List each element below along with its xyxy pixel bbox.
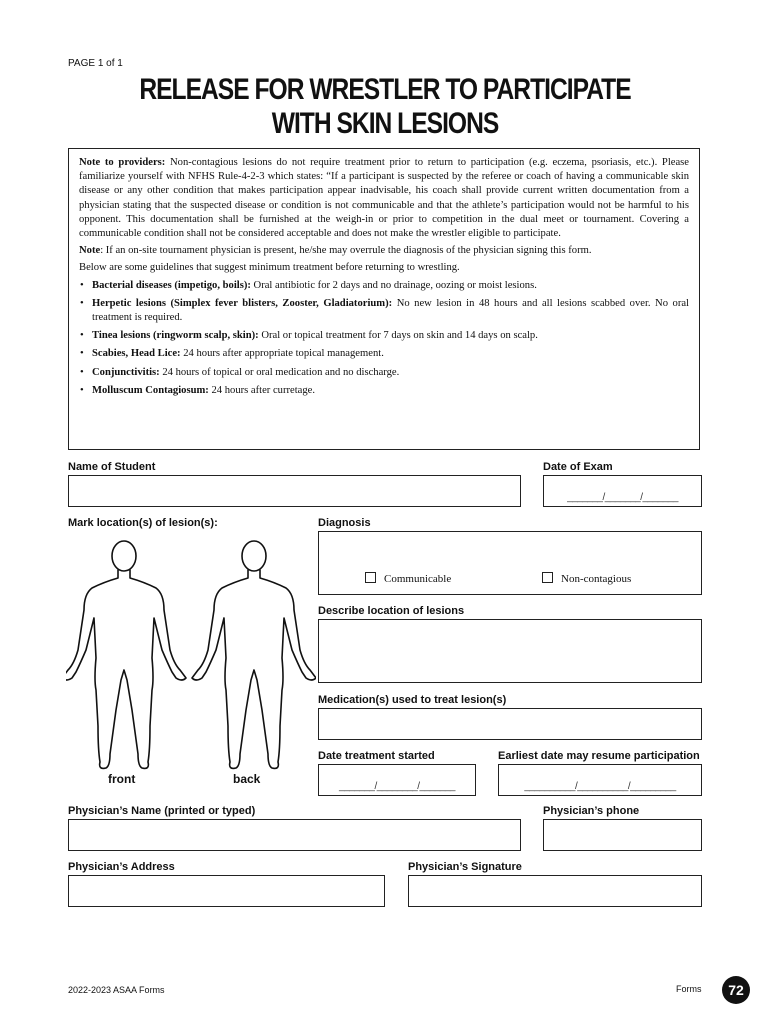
note-label: Note bbox=[79, 245, 101, 257]
note-physician bbox=[79, 244, 689, 258]
non-contagious-checkbox[interactable] bbox=[542, 572, 553, 583]
communicable-checkbox[interactable] bbox=[365, 572, 376, 583]
physician-address-label: Physician’s Address bbox=[68, 861, 175, 873]
date-treatment-placeholder: _______/________/_______ bbox=[339, 781, 455, 792]
earliest-date-field[interactable] bbox=[498, 764, 702, 796]
medications-field[interactable] bbox=[318, 708, 702, 740]
communicable-label: Communicable bbox=[384, 573, 452, 585]
body-back-figure bbox=[192, 541, 316, 768]
non-contagious-label: Non-contagious bbox=[561, 573, 632, 585]
physician-signature-field[interactable] bbox=[408, 875, 702, 907]
physician-phone-field[interactable] bbox=[543, 819, 702, 851]
guideline-item: • Scabies, Head Lice: 24 hours after appropriate topical management. bbox=[79, 347, 689, 361]
communicable-option[interactable] bbox=[365, 572, 451, 585]
mark-location-label: Mark location(s) of lesion(s): bbox=[68, 517, 218, 529]
name-of-student-field[interactable] bbox=[68, 475, 521, 507]
date-of-exam-label: Date of Exam bbox=[543, 461, 613, 473]
earliest-date-placeholder: __________/__________/_________ bbox=[524, 781, 676, 792]
form-title-line-1: RELEASE FOR WRESTLER TO PARTICIPATE bbox=[139, 73, 631, 106]
date-of-exam-field[interactable] bbox=[543, 475, 702, 507]
describe-location-field[interactable] bbox=[318, 619, 702, 683]
earliest-date-label: Earliest date may resume participation bbox=[498, 750, 700, 762]
physician-name-label: Physician’s Name (printed or typed) bbox=[68, 805, 256, 817]
guidelines-list bbox=[79, 279, 689, 398]
medications-label: Medication(s) used to treat lesion(s) bbox=[318, 694, 507, 706]
footer-section-text: Forms bbox=[676, 984, 702, 994]
front-label: front bbox=[108, 772, 136, 786]
guideline-item: • Tinea lesions (ringworm scalp, skin): Oral or topical treatment for 7 days on skin and 14 days on scalp. bbox=[79, 329, 689, 343]
describe-location-label: Describe location of lesions bbox=[318, 605, 465, 617]
physician-address-field[interactable] bbox=[68, 875, 385, 907]
date-treatment-started-label: Date treatment started bbox=[318, 750, 435, 762]
body-diagram[interactable] bbox=[66, 540, 316, 772]
physician-phone-label: Physician’s phone bbox=[543, 805, 640, 817]
back-label: back bbox=[233, 772, 261, 786]
diagnosis-label: Diagnosis bbox=[318, 517, 371, 529]
guidelines-intro: Below are some guidelines that suggest minimum treatment before returning to wrestling. bbox=[79, 262, 460, 274]
page-number-badge: 72 bbox=[722, 976, 750, 1004]
note-text: : If an on-site tournament physician is present, he/she may overrule the diagnosis of the physician signing this form. bbox=[100, 245, 592, 257]
note-to-providers bbox=[79, 156, 689, 241]
name-of-student-label: Name of Student bbox=[68, 461, 156, 473]
providers-text: Non-contagious lesions do not require treatment prior to return to participation (e.g. eczema, psoriasis, etc.). Please familiarize yourself with NFHS Rule-4-2-3 which states: “If a participant is suspected by the referee or coach of having a communicable skin disease or any other condition that makes participation appear inadvisable, his coach shall provide current written documentation from a physician stating that the suspected disease or condition is not communicable and that the athlete’s participation would not be harmful to his opponent. This documentation shall be furnished at the weigh-in or prior to competition in the dual meet or tournament. Covering a communicable condition shall not be considered acceptable and does not make the wrestler eligible to participate. bbox=[79, 157, 689, 240]
notes-box bbox=[68, 148, 700, 450]
date-of-exam-placeholder: _______/_______/_______ bbox=[567, 492, 678, 503]
form-title-line-2: WITH SKIN LESIONS bbox=[271, 107, 499, 140]
guideline-item: • Bacterial diseases (impetigo, boils): Oral antibiotic for 2 days and no drainage, oozing or moist lesions. bbox=[79, 279, 689, 293]
non-contagious-option[interactable] bbox=[542, 572, 631, 585]
guideline-item: • Molluscum Contagiosum: 24 hours after curretage. bbox=[79, 384, 689, 398]
guideline-item: • Conjunctivitis: 24 hours of topical or oral medication and no discharge. bbox=[79, 366, 689, 380]
date-treatment-started-field[interactable] bbox=[318, 764, 476, 796]
physician-signature-label: Physician’s Signature bbox=[408, 861, 522, 873]
body-front-figure bbox=[66, 541, 186, 768]
diagnosis-field[interactable] bbox=[318, 531, 702, 595]
physician-name-field[interactable] bbox=[68, 819, 521, 851]
page-label: PAGE 1 of 1 bbox=[68, 58, 123, 69]
footer-left-text: 2022-2023 ASAA Forms bbox=[68, 985, 165, 995]
providers-label: Note to providers: bbox=[79, 157, 166, 168]
guideline-item: • Herpetic lesions (Simplex fever blisters, Zooster, Gladiatorium): No new lesion in 48 hours and all lesions scabbed over. No oral treatment is required. bbox=[79, 297, 689, 325]
